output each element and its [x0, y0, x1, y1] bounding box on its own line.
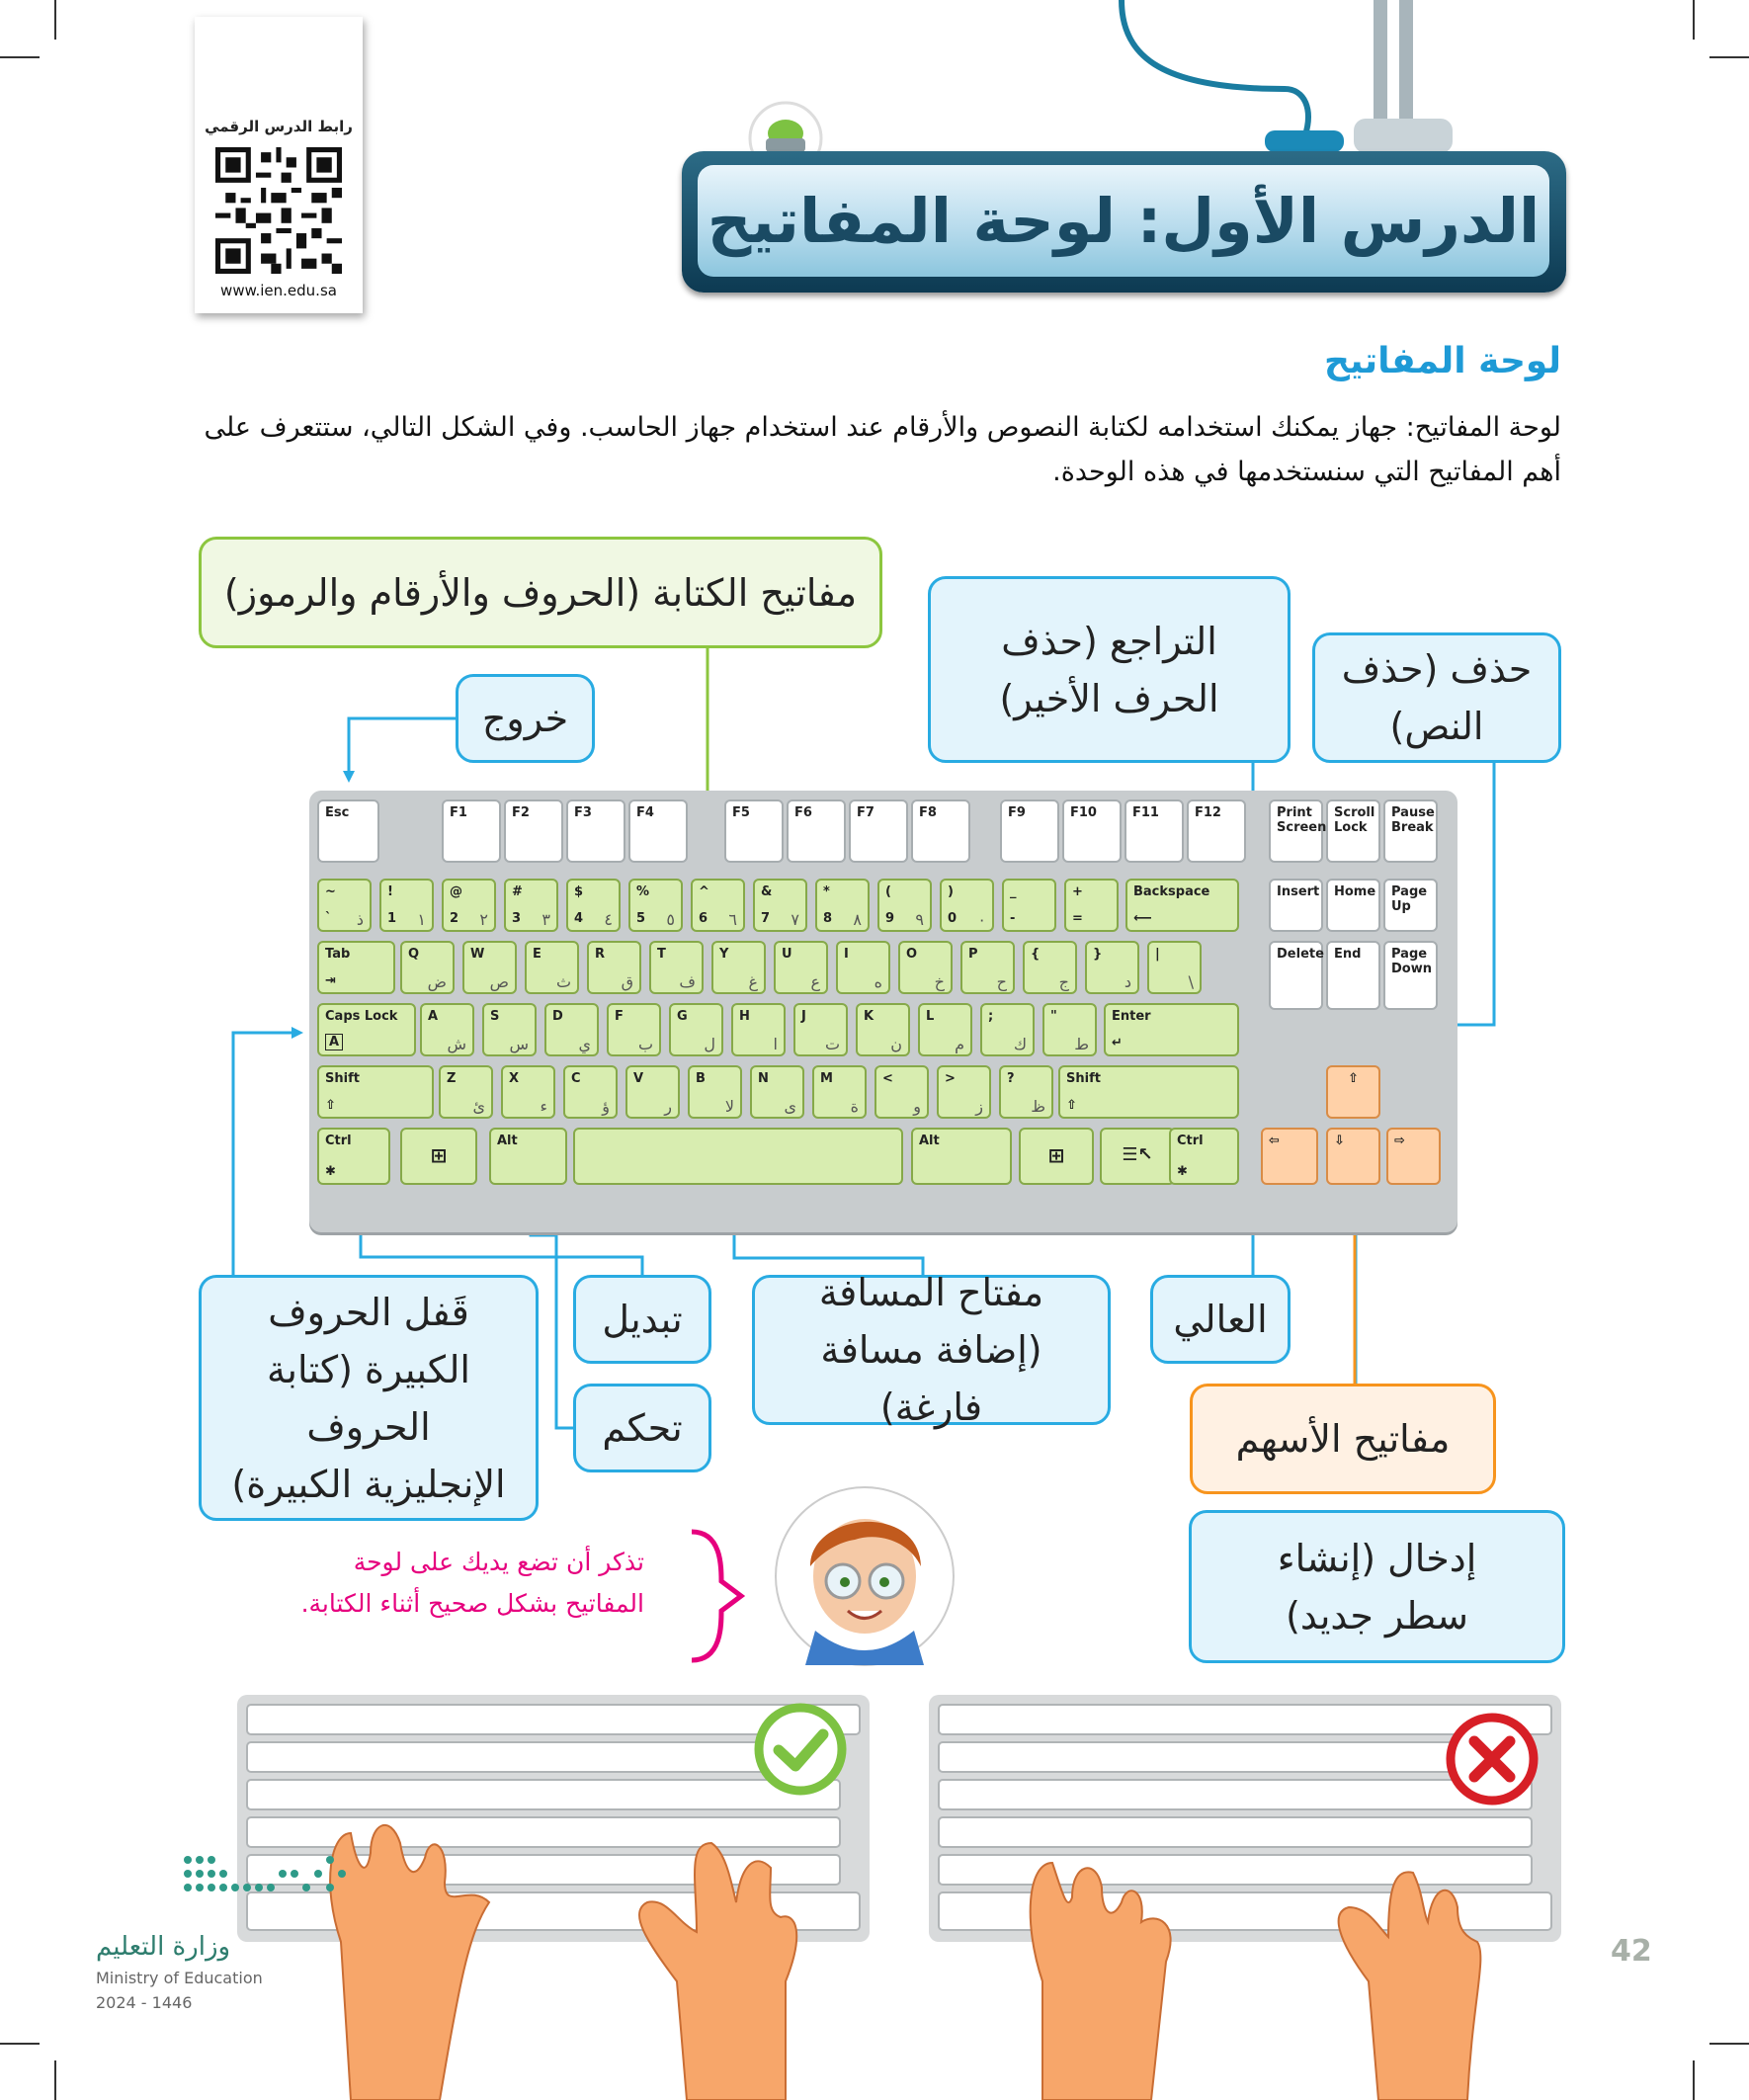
enter-arrow-icon: ↵: [1112, 1036, 1123, 1050]
key-typing[interactable]: [587, 941, 641, 994]
key-arabic-label: ك: [1013, 1035, 1027, 1053]
boy-character-icon: [761, 1482, 968, 1670]
key-arabic-label: ٣: [541, 910, 550, 929]
intro-paragraph: لوحة المفاتيح: جهاز يمكنك استخدامه لكتابة النصوص والأرقام عند استخدام جهاز الحاسب. وفي الشكل التالي، ستتعرف على أهم المفاتيح التي سنستخدمها في هذه الوحدة.: [204, 412, 1561, 487]
key-typing[interactable]: [753, 879, 807, 932]
key-typing[interactable]: [918, 1003, 972, 1056]
key-primary-label: T: [657, 947, 666, 962]
key-typing[interactable]: [836, 941, 890, 994]
key-arabic-label: ق: [621, 972, 633, 991]
callout-ctrl: تحكم: [573, 1384, 711, 1472]
callout-space: مفتاح المسافة (إضافة مسافة فارغة): [752, 1275, 1111, 1425]
arrow-left-icon: ⟵: [1133, 911, 1152, 926]
key-arabic-label: ئ: [472, 1097, 485, 1116]
key-arabic-label: ب: [637, 1035, 653, 1053]
key-ctrl-right[interactable]: [1169, 1128, 1239, 1185]
key-typing[interactable]: [649, 941, 704, 994]
callout-arrow-keys: مفاتيح الأسهم: [1190, 1384, 1496, 1494]
keyboard-diagram: [309, 791, 1458, 1232]
key-primary-label: <: [882, 1071, 893, 1086]
key-arabic-label: ٤: [604, 910, 613, 929]
key-arabic-label: ع: [810, 972, 820, 991]
key-arabic-label: ة: [850, 1097, 859, 1116]
key-arabic-label: \: [1188, 972, 1194, 991]
key-arabic-label: ن: [890, 1035, 902, 1053]
key-typing[interactable]: [1023, 941, 1077, 994]
key-tab[interactable]: [317, 941, 395, 994]
key-arrow-right[interactable]: [1386, 1128, 1441, 1185]
key-enter[interactable]: [1104, 1003, 1239, 1056]
key-f7[interactable]: F7: [849, 799, 908, 863]
key-primary-label: {: [1031, 947, 1041, 962]
key-secondary-label: 0: [948, 911, 958, 926]
key-ctrl-left[interactable]: [317, 1128, 390, 1185]
key-typing[interactable]: [1085, 941, 1139, 994]
key-space[interactable]: [573, 1128, 903, 1185]
key-shift-left[interactable]: [317, 1065, 434, 1119]
key-primary-label: M: [820, 1071, 833, 1086]
key-home[interactable]: Home: [1326, 879, 1380, 932]
key-secondary-label: 1: [387, 911, 397, 926]
key-primary-label: Y: [719, 947, 729, 962]
key-alt-left[interactable]: Alt: [489, 1128, 567, 1185]
key-arabic-label: ل: [704, 1035, 715, 1053]
tip-text: تذكر أن تضع يديك على لوحة المفاتيح بشكل صحيح أثناء الكتابة.: [300, 1548, 644, 1618]
key-primary-label: %: [636, 884, 650, 899]
key-primary-label: V: [633, 1071, 644, 1086]
key-typing[interactable]: [937, 1065, 991, 1119]
key-primary-label: ): [948, 884, 954, 899]
key-caps-lock-label: Caps Lock: [325, 1009, 398, 1024]
key-typing[interactable]: [400, 941, 455, 994]
qr-caption: رابط الدرس الرقمي: [205, 118, 353, 135]
key-arabic-label: ض: [427, 972, 447, 991]
key-typing[interactable]: [711, 941, 766, 994]
key-primary-label: D: [552, 1009, 563, 1024]
page-title: الدرس الأول: لوحة المفاتيح: [707, 185, 1541, 257]
key-primary-label: ^: [699, 884, 709, 899]
key-primary-label: B: [696, 1071, 706, 1086]
key-arabic-label: ٦: [728, 910, 737, 929]
key-arabic-label: ش: [447, 1035, 466, 1053]
key-primary-label: |: [1155, 947, 1160, 962]
key-primary-label: ": [1050, 1009, 1057, 1024]
key-f6[interactable]: F6: [787, 799, 846, 863]
key-f10[interactable]: F10: [1062, 799, 1122, 863]
key-alt-right[interactable]: Alt: [911, 1128, 1012, 1185]
key-primary-label: }: [1093, 947, 1103, 962]
key-primary-label: C: [571, 1071, 581, 1086]
key-primary-label: #: [512, 884, 523, 899]
key-typing[interactable]: [980, 1003, 1035, 1056]
key-arabic-label: ذ: [356, 910, 364, 929]
key-primary-label: +: [1072, 884, 1083, 899]
key-typing[interactable]: [628, 879, 683, 932]
key-arabic-label: ى: [784, 1097, 796, 1116]
key-primary-label: K: [864, 1009, 874, 1024]
arrow-right-icon: ⇨: [1394, 1134, 1405, 1148]
key-typing[interactable]: [856, 1003, 910, 1056]
key-secondary-label: 7: [761, 911, 771, 926]
key-primary-label: !: [387, 884, 393, 899]
key-typing[interactable]: [544, 1003, 599, 1056]
key-primary-label: S: [490, 1009, 500, 1024]
key-page-up[interactable]: Page Up: [1383, 879, 1438, 932]
key-arabic-label: ه: [874, 972, 882, 991]
key-backspace[interactable]: [1125, 879, 1239, 932]
key-typing[interactable]: [607, 1003, 661, 1056]
key-arabic-label: ظ: [1031, 1097, 1045, 1116]
key-shift-label: Shift: [325, 1071, 360, 1086]
key-typing[interactable]: [566, 879, 621, 932]
key-arabic-label: ٩: [915, 910, 924, 929]
arrow-down-icon: ⇩: [1334, 1134, 1345, 1148]
key-primary-label: L: [926, 1009, 935, 1024]
key-typing[interactable]: [669, 1003, 723, 1056]
key-enter-label: Enter: [1112, 1009, 1151, 1024]
key-arabic-label: ١: [417, 910, 426, 929]
key-primary-label: N: [758, 1071, 769, 1086]
key-secondary-label: =: [1072, 911, 1083, 926]
key-typing[interactable]: [501, 1065, 555, 1119]
menu-pointer-icon: ☰↖: [1122, 1144, 1153, 1165]
key-secondary-label: 6: [699, 911, 708, 926]
key-windows-left[interactable]: [400, 1128, 477, 1185]
correct-check-icon: [759, 1708, 842, 1791]
key-typing[interactable]: [442, 879, 496, 932]
windows-icon: ⊞: [430, 1143, 448, 1167]
key-f9[interactable]: F9: [1000, 799, 1059, 863]
key-arabic-label: ؤ: [602, 1097, 610, 1116]
key-arabic-label: س: [509, 1035, 529, 1053]
key-arabic-label: ت: [824, 1035, 840, 1053]
callout-alt: تبديل: [573, 1275, 711, 1364]
key-end[interactable]: End: [1326, 941, 1380, 1010]
key-arabic-label: ٥: [666, 910, 675, 929]
key-primary-label: O: [906, 947, 918, 962]
shift-arrow-icon: ⇧: [325, 1098, 336, 1113]
ctrl-symbol-icon: ✱: [325, 1164, 336, 1179]
key-typing[interactable]: [731, 1003, 786, 1056]
key-arrow-down[interactable]: [1326, 1128, 1380, 1185]
hand-posture-illustrations: [232, 1685, 1566, 2100]
key-f2[interactable]: F2: [504, 799, 563, 863]
key-f1[interactable]: F1: [442, 799, 501, 863]
key-primary-label: _: [1010, 884, 1017, 899]
key-secondary-label: 5: [636, 911, 646, 926]
key-primary-label: $: [574, 884, 584, 899]
key-arabic-label: ح: [996, 972, 1007, 991]
key-primary-label: I: [844, 947, 849, 962]
key-primary-label: W: [470, 947, 485, 962]
key-primary-label: Z: [447, 1071, 457, 1086]
key-typing[interactable]: [691, 879, 745, 932]
key-typing[interactable]: [812, 1065, 867, 1119]
key-arabic-label: ث: [555, 972, 571, 991]
key-primary-label: ;: [988, 1009, 994, 1024]
edition-year: 2024 - 1446: [96, 1993, 193, 2012]
key-primary-label: J: [801, 1009, 806, 1024]
key-typing[interactable]: [999, 1065, 1053, 1119]
key-typing[interactable]: [439, 1065, 493, 1119]
key-typing[interactable]: [940, 879, 994, 932]
key-arabic-label: د: [1124, 972, 1131, 991]
key-typing[interactable]: [317, 879, 372, 932]
ctrl-symbol-icon: ✱: [1177, 1164, 1188, 1179]
arrow-left-icon: ⇦: [1269, 1134, 1280, 1148]
key-primary-label: P: [968, 947, 978, 962]
key-arabic-label: خ: [934, 972, 945, 991]
key-windows-right[interactable]: [1019, 1128, 1094, 1185]
key-pause-break[interactable]: Pause Break: [1383, 799, 1438, 863]
key-arabic-label: ء: [540, 1097, 547, 1116]
key-page-down[interactable]: Page Down: [1383, 941, 1438, 1010]
windows-icon: ⊞: [1047, 1143, 1065, 1167]
key-typing[interactable]: [688, 1065, 742, 1119]
key-secondary-label: 3: [512, 911, 522, 926]
callout-escape: خروج: [456, 674, 595, 763]
key-typing[interactable]: [625, 1065, 680, 1119]
ministry-name-arabic: وزارة التعليم: [96, 1932, 231, 1962]
key-delete[interactable]: Delete: [1269, 941, 1323, 1010]
key-arabic-label: ي: [578, 1035, 591, 1053]
ministry-logo-icon: [178, 1850, 351, 1911]
key-arabic-label: ٧: [791, 910, 799, 929]
key-arabic-label: م: [955, 1035, 964, 1053]
key-arabic-label: ص: [489, 972, 509, 991]
key-backspace-label: Backspace: [1133, 884, 1210, 899]
key-secondary-label: `: [325, 911, 332, 926]
key-secondary-label: -: [1010, 911, 1016, 926]
key-typing[interactable]: [960, 941, 1015, 994]
key-primary-label: ?: [1007, 1071, 1015, 1086]
key-typing[interactable]: [420, 1003, 474, 1056]
key-typing[interactable]: [750, 1065, 804, 1119]
page-number: 42: [1611, 1934, 1652, 1969]
key-arabic-label: ط: [1074, 1035, 1089, 1053]
key-typing[interactable]: [774, 941, 828, 994]
key-ctrl-label: Ctrl: [1177, 1134, 1204, 1148]
key-primary-label: >: [945, 1071, 956, 1086]
key-typing[interactable]: [1147, 941, 1202, 994]
key-primary-label: U: [782, 947, 792, 962]
key-primary-label: H: [739, 1009, 750, 1024]
key-typing[interactable]: [563, 1065, 618, 1119]
key-secondary-label: 9: [885, 911, 895, 926]
shift-arrow-icon: ⇧: [1066, 1098, 1077, 1113]
key-arabic-label: ز: [975, 1097, 983, 1116]
key-typing[interactable]: [379, 879, 434, 932]
key-print-screen[interactable]: Print Screen: [1269, 799, 1323, 863]
key-ctrl-label: Ctrl: [325, 1134, 352, 1148]
key-arabic-label: ف: [679, 972, 696, 991]
key-primary-label: ~: [325, 884, 336, 899]
key-primary-label: G: [677, 1009, 688, 1024]
key-secondary-label: 4: [574, 911, 584, 926]
key-typing[interactable]: [898, 941, 953, 994]
key-typing[interactable]: [815, 879, 870, 932]
key-arabic-label: ا: [773, 1035, 778, 1053]
key-typing[interactable]: [462, 941, 517, 994]
key-arabic-label: ٠: [977, 910, 986, 929]
key-typing[interactable]: [1064, 879, 1119, 932]
key-arabic-label: و: [913, 1097, 921, 1116]
section-heading: لوحة المفاتيح: [1324, 341, 1561, 381]
key-f8[interactable]: F8: [911, 799, 970, 863]
key-caps-lock[interactable]: [317, 1003, 416, 1056]
key-typing[interactable]: [1002, 879, 1056, 932]
key-primary-label: A: [428, 1009, 439, 1024]
key-primary-label: E: [533, 947, 541, 962]
key-f4[interactable]: F4: [628, 799, 688, 863]
key-secondary-label: 8: [823, 911, 833, 926]
key-primary-label: (: [885, 884, 891, 899]
key-typing[interactable]: [874, 1065, 929, 1119]
key-typing[interactable]: [525, 941, 579, 994]
key-primary-label: &: [761, 884, 773, 899]
key-primary-label: Q: [408, 947, 420, 962]
key-arabic-label: ٢: [479, 910, 488, 929]
callout-enter: إدخال (إنشاء سطر جديد): [1189, 1510, 1565, 1663]
key-typing[interactable]: [877, 879, 932, 932]
key-arabic-label: ج: [1058, 972, 1069, 991]
key-primary-label: @: [450, 884, 462, 899]
key-primary-label: X: [509, 1071, 520, 1086]
key-primary-label: R: [595, 947, 606, 962]
callout-delete: حذف (حذف النص): [1312, 632, 1561, 763]
key-scroll-lock[interactable]: Scroll Lock: [1326, 799, 1380, 863]
key-typing[interactable]: [482, 1003, 537, 1056]
key-shift-label: Shift: [1066, 1071, 1101, 1086]
key-tab-label: Tab: [325, 947, 351, 962]
key-arrow-up[interactable]: [1326, 1065, 1380, 1119]
key-arabic-label: ر: [664, 1097, 672, 1116]
callout-shift: العالي: [1150, 1275, 1291, 1364]
key-arabic-label: ٨: [853, 910, 862, 929]
key-esc[interactable]: Esc: [317, 799, 379, 863]
key-typing[interactable]: [793, 1003, 848, 1056]
callout-backspace: التراجع (حذف الحرف الأخير): [928, 576, 1291, 763]
key-f3[interactable]: F3: [566, 799, 625, 863]
callout-caps-lock: قَفل الحروف الكبيرة (كتابة الحروف الإنجليزية الكبيرة): [199, 1275, 539, 1521]
tip-bracket: [682, 1527, 751, 1665]
key-f11[interactable]: F11: [1124, 799, 1184, 863]
key-insert[interactable]: Insert: [1269, 879, 1323, 932]
qr-url[interactable]: www.ien.edu.sa: [220, 282, 337, 299]
key-arabic-label: غ: [748, 972, 758, 991]
key-secondary-label: 2: [450, 911, 459, 926]
key-arrow-left[interactable]: [1261, 1128, 1318, 1185]
key-typing[interactable]: [504, 879, 558, 932]
key-typing[interactable]: [1042, 1003, 1097, 1056]
caps-a-icon: A: [325, 1034, 343, 1050]
key-f12[interactable]: F12: [1187, 799, 1246, 863]
arrow-up-icon: ⇧: [1348, 1071, 1359, 1086]
key-shift-right[interactable]: [1058, 1065, 1239, 1119]
key-f5[interactable]: F5: [724, 799, 784, 863]
tab-arrows-icon: ⇥: [325, 973, 336, 988]
key-menu[interactable]: [1100, 1128, 1175, 1185]
key-primary-label: F: [615, 1009, 624, 1024]
key-arabic-label: لا: [724, 1097, 734, 1116]
key-primary-label: *: [823, 884, 830, 899]
callout-typing-keys: مفاتيح الكتابة (الحروف والأرقام والرموز): [199, 537, 882, 648]
ministry-name-english: Ministry of Education: [96, 1969, 263, 1987]
